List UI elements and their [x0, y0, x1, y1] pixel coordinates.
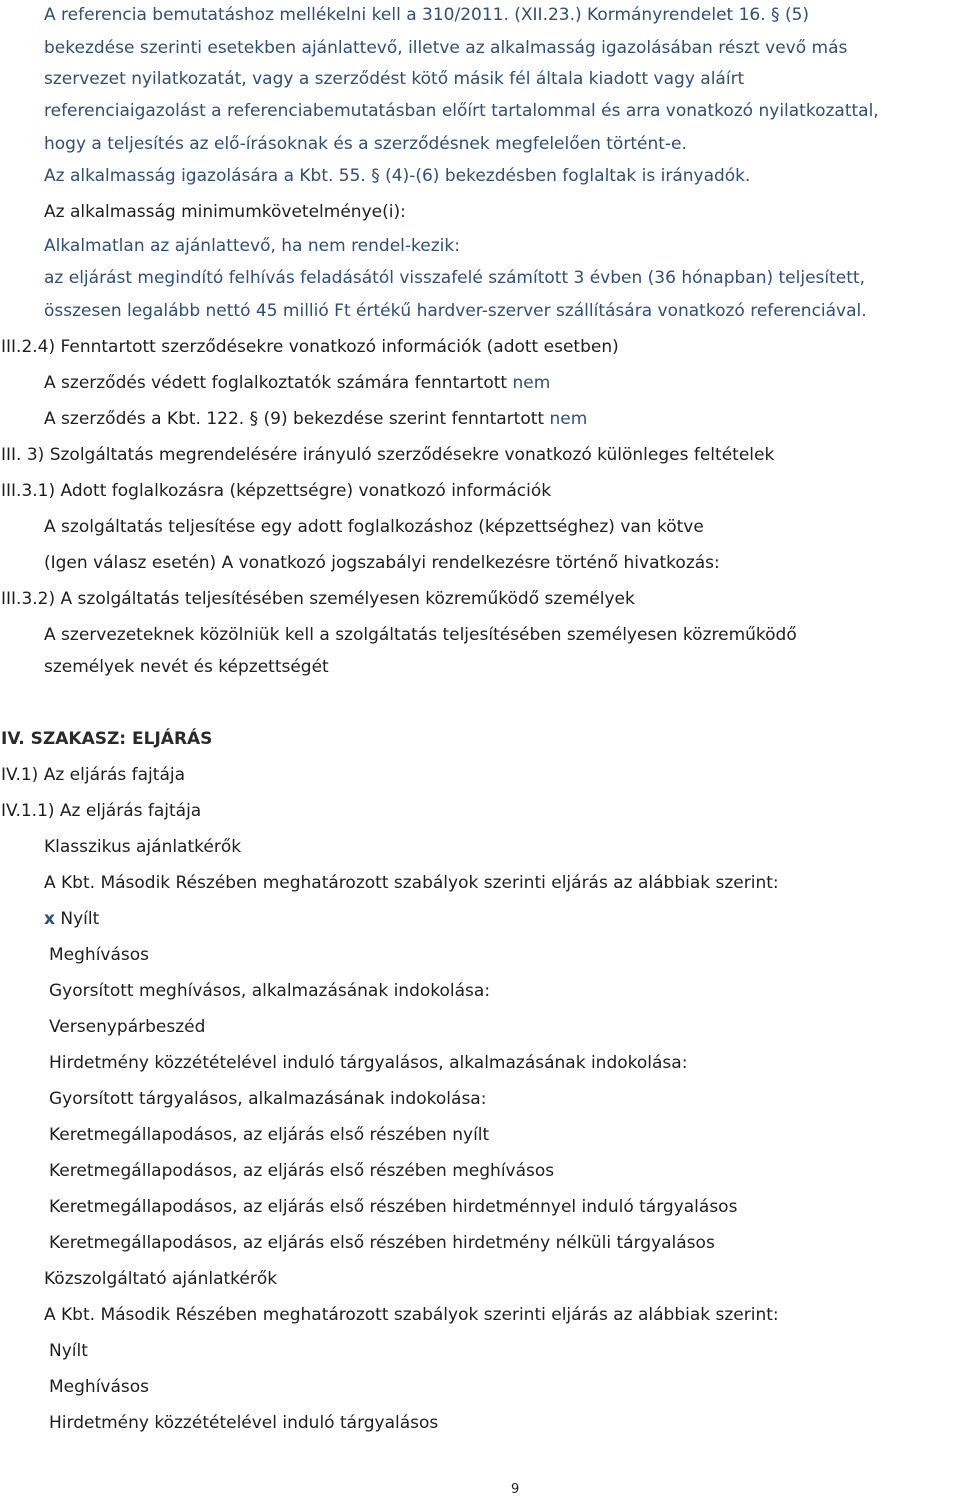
- text-line: összesen legalább nettó 45 millió Ft értékű hardver-szerver szállítására vonatkozó referenciával.: [44, 301, 867, 321]
- text-line: Alkalmatlan az ajánlattevő, ha nem rendel-kezik:: [44, 236, 460, 256]
- label: A szerződés a Kbt. 122. § (9) bekezdése szerint fenntartott: [44, 409, 545, 429]
- section-heading: III.3.2) A szolgáltatás teljesítésében személyesen közreműködő személyek: [1, 589, 635, 609]
- label: A szerződés védett foglalkoztatók számára fenntartott: [44, 373, 508, 393]
- procedure-option: Nyílt: [49, 1341, 88, 1361]
- section-heading: IV.1) Az eljárás fajtája: [1, 765, 186, 785]
- page-number: 9: [511, 1482, 520, 1497]
- text-line: bekezdése szerinti esetekben ajánlattevő, illetve az alkalmasság igazolásában részt vevő más: [44, 38, 848, 58]
- procedure-option: Hirdetmény közzétételével induló tárgyalásos, alkalmazásának indokolása:: [49, 1053, 688, 1073]
- text-line: A Kbt. Második Részében meghatározott szabályok szerinti eljárás az alábbiak szerint:: [44, 1305, 779, 1325]
- text-line: A szolgáltatás teljesítése egy adott foglalkozáshoz (képzettséghez) van kötve: [44, 517, 704, 537]
- text-line: Klasszikus ajánlatkérők: [44, 837, 242, 857]
- text-line: A Kbt. Második Részében meghatározott szabályok szerinti eljárás az alábbiak szerint:: [44, 873, 779, 893]
- text-line: [44, 408, 587, 430]
- procedure-option: Keretmegállapodásos, az eljárás első részében hirdetmény nélküli tárgyalásos: [49, 1233, 715, 1253]
- answer-value: nem: [512, 373, 551, 393]
- text-line: referenciaigazolást a referenciabemutatásban előírt tartalommal és arra vonatkozó nyilatkozattal,: [44, 101, 879, 121]
- text-line: (Igen válasz esetén) A vonatkozó jogszabályi rendelkezésre történő hivatkozás:: [44, 553, 720, 573]
- procedure-option: Keretmegállapodásos, az eljárás első részében meghívásos: [49, 1161, 555, 1181]
- text-line: A szervezeteknek közölniük kell a szolgáltatás teljesítésében személyesen közreműködő: [44, 625, 797, 645]
- procedure-option: Keretmegállapodásos, az eljárás első részében nyílt: [49, 1125, 490, 1145]
- section-heading: III. 3) Szolgáltatás megrendelésére irányuló szerződésekre vonatkozó különleges feltételek: [1, 445, 775, 465]
- procedure-option: Meghívásos: [49, 945, 150, 965]
- procedure-option: Meghívásos: [49, 1377, 150, 1397]
- option-label: Nyílt: [60, 909, 100, 929]
- text-line: személyek nevét és képzettségét: [44, 657, 329, 677]
- text-line: A referencia bemutatáshoz mellékelni kell a 310/2011. (XII.23.) Kormányrendelet 16. § (5): [44, 5, 810, 25]
- part-heading: IV. SZAKASZ: ELJÁRÁS: [1, 729, 213, 749]
- text-line: az eljárást megindító felhívás feladásától visszafelé számított 3 évben (36 hónapban) teljesített,: [44, 268, 865, 288]
- text-line: hogy a teljesítés az elő-írásoknak és a szerződésnek megfelelően történt-e.: [44, 134, 687, 154]
- section-heading: III.3.1) Adott foglalkozásra (képzettségre) vonatkozó információk: [1, 481, 552, 501]
- section-heading: IV.1.1) Az eljárás fajtája: [1, 801, 202, 821]
- procedure-option: Keretmegállapodásos, az eljárás első részében hirdetménnyel induló tárgyalásos: [49, 1197, 738, 1217]
- section-heading: III.2.4) Fenntartott szerződésekre vonatkozó információk (adott esetben): [1, 337, 619, 357]
- procedure-option: Versenypárbeszéd: [49, 1017, 206, 1037]
- procedure-option-selected: [44, 908, 99, 930]
- selected-mark-icon: x: [44, 909, 55, 929]
- text-line: Közszolgáltató ajánlatkérők: [44, 1269, 278, 1289]
- answer-value: nem: [549, 409, 588, 429]
- procedure-option: Gyorsított meghívásos, alkalmazásának indokolása:: [49, 981, 491, 1001]
- procedure-option: Gyorsított tárgyalásos, alkalmazásának indokolása:: [49, 1089, 487, 1109]
- text-line: Az alkalmasság igazolására a Kbt. 55. § (4)-(6) bekezdésben foglaltak is irányadók.: [44, 166, 751, 186]
- text-line: szervezet nyilatkozatát, vagy a szerződést kötő másik fél általa kiadott vagy aláírt: [44, 69, 745, 89]
- procedure-option: Hirdetmény közzétételével induló tárgyalásos: [49, 1413, 439, 1433]
- requirements-heading: Az alkalmasság minimumkövetelménye(i):: [44, 202, 406, 222]
- text-line: [44, 372, 550, 394]
